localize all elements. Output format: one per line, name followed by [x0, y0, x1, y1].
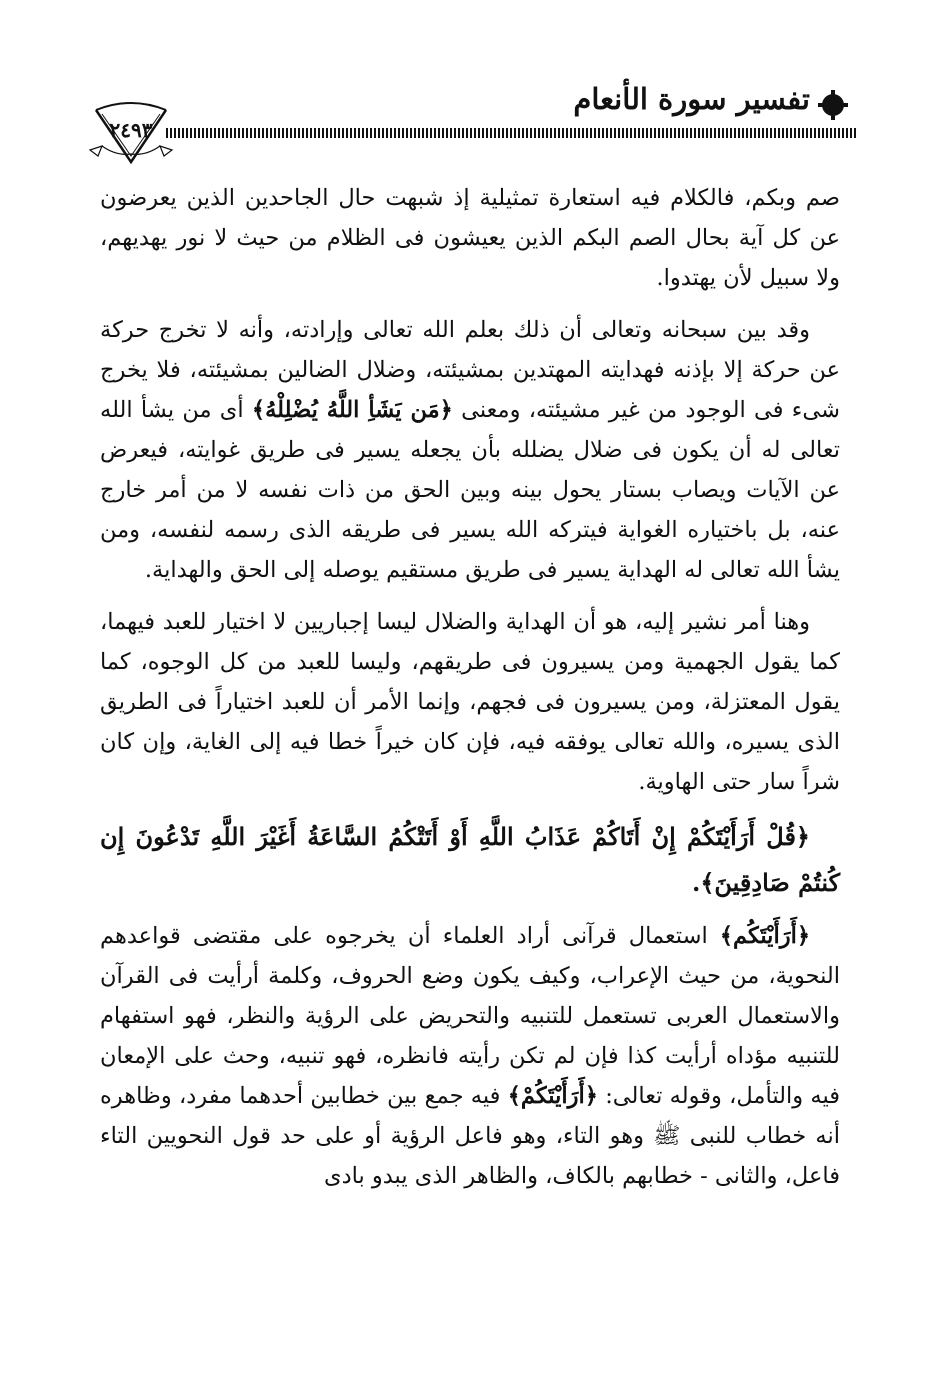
text-segment: استعمال قرآنى أراد العلماء أن يخرجوه على مقتضى قواعدهم النحوية، من حيث الإعراب، وكيف يكون وضع الحروف، وكلمة أرأيت فى القرآن والاستعمال العربى تستعمل للتنبيه والتحريض على الرؤية والنظر، فهو استفهام للتنبيه مؤداه أرأيت كذا فإن لم تكن رأيته فانظره، فهو تنبيه، وحث على الإمعان فيه والتأمل، وقوله تعالى: — [100, 923, 841, 1109]
page-number: ٢٤٩٣ — [109, 118, 153, 142]
text-segment: أى من يشأ الله تعالى له أن يكون فى ضلال يضلله بأن يجعله يسير فى طريق غوايته، فيعرض عن الآيات ويصاب بستار يحول بينه وبين الحق من ذات نفسه لا من أمر خارج عنه، بل باختياره الغواية فيتركه الله يسير فى طريقه الذى رسمه لنفسه، ومن يشأ الله تعالى له الهداية يسير فى طريق مستقيم يوصله إلى الحق والهداية. — [100, 397, 840, 583]
header-rule — [166, 128, 858, 138]
page-header — [88, 72, 858, 172]
quran-quote: ﴿أَرَأَيْتَكُم﴾ — [719, 923, 810, 949]
header-ornament-icon — [822, 94, 844, 116]
paragraph — [100, 310, 840, 590]
paragraph — [100, 178, 840, 298]
paragraph — [100, 916, 840, 1196]
running-title: تفسير سورة الأنعام — [573, 82, 810, 116]
text-segment: وقد بين سبحانه وتعالى أن ذلك بعلم الله تعالى وإرادته، وأنه لا تخرج حركة عن حركة إلا بإذنه فهدايته المهتدين بمشيئته، وضلال الضالين بمشيئته، فلا يخرج شىء فى الوجود من غير مشيئته، ومعنى — [100, 317, 840, 423]
quran-quote: ﴿قُلْ أَرَأَيْتَكُمْ إِنْ أَتَاكُمْ عَذَابُ اللَّهِ أَوْ أَتَتْكُمُ السَّاعَةُ أَغَيْرَ اللَّهِ تَدْعُونَ إِن كُنتُمْ صَادِقِينَ﴾ — [100, 822, 840, 897]
quran-verse — [100, 814, 840, 906]
body-text — [100, 178, 840, 1208]
page-number-badge — [88, 90, 174, 170]
quran-quote: ﴿أَرَأَيْتَكُمْ﴾ — [507, 1083, 598, 1109]
paragraph — [100, 602, 840, 802]
text-segment: فيه جمع بين خطابين أحدهما مفرد، وظاهره أنه خطاب للنبى ﷺ وهو التاء، وهو فاعل الرؤية أو على حد قول النحويين التاء فاعل، والثانى - خطابهم بالكاف، والظاهر الذى يبدو بادى — [100, 1083, 840, 1189]
text-segment: . — [691, 868, 701, 897]
text-segment: وهنا أمر نشير إليه، هو أن الهداية والضلال ليسا إجباريين لا اختيار للعبد فيهما، كما يقول الجهمية ومن يسيرون فى طريقهم، وليسا للعبد من كل الوجوه، كما يقول المعتزلة، ومن يسيرون فى فجهم، وإنما الأمر أن للعبد اختياراً فى الطريق الذى يسيره، والله تعالى يوفقه فيه، فإن كان خيراً خطا فيه إلى الغاية، وإن كان شراً سار حتى الهاوية. — [100, 609, 840, 795]
text-segment: صم وبكم، فالكلام فيه استعارة تمثيلية إذ شبهت حال الجاحدين الذين يعرضون عن كل آية بحال الصم البكم الذين يعيشون فى الظلام من حيث لا نور يهديهم، ولا سبيل لأن يهتدوا. — [100, 185, 840, 291]
quran-quote: ﴿مَن يَشَأِ اللَّهُ يُضْلِلْهُ﴾ — [251, 397, 453, 423]
